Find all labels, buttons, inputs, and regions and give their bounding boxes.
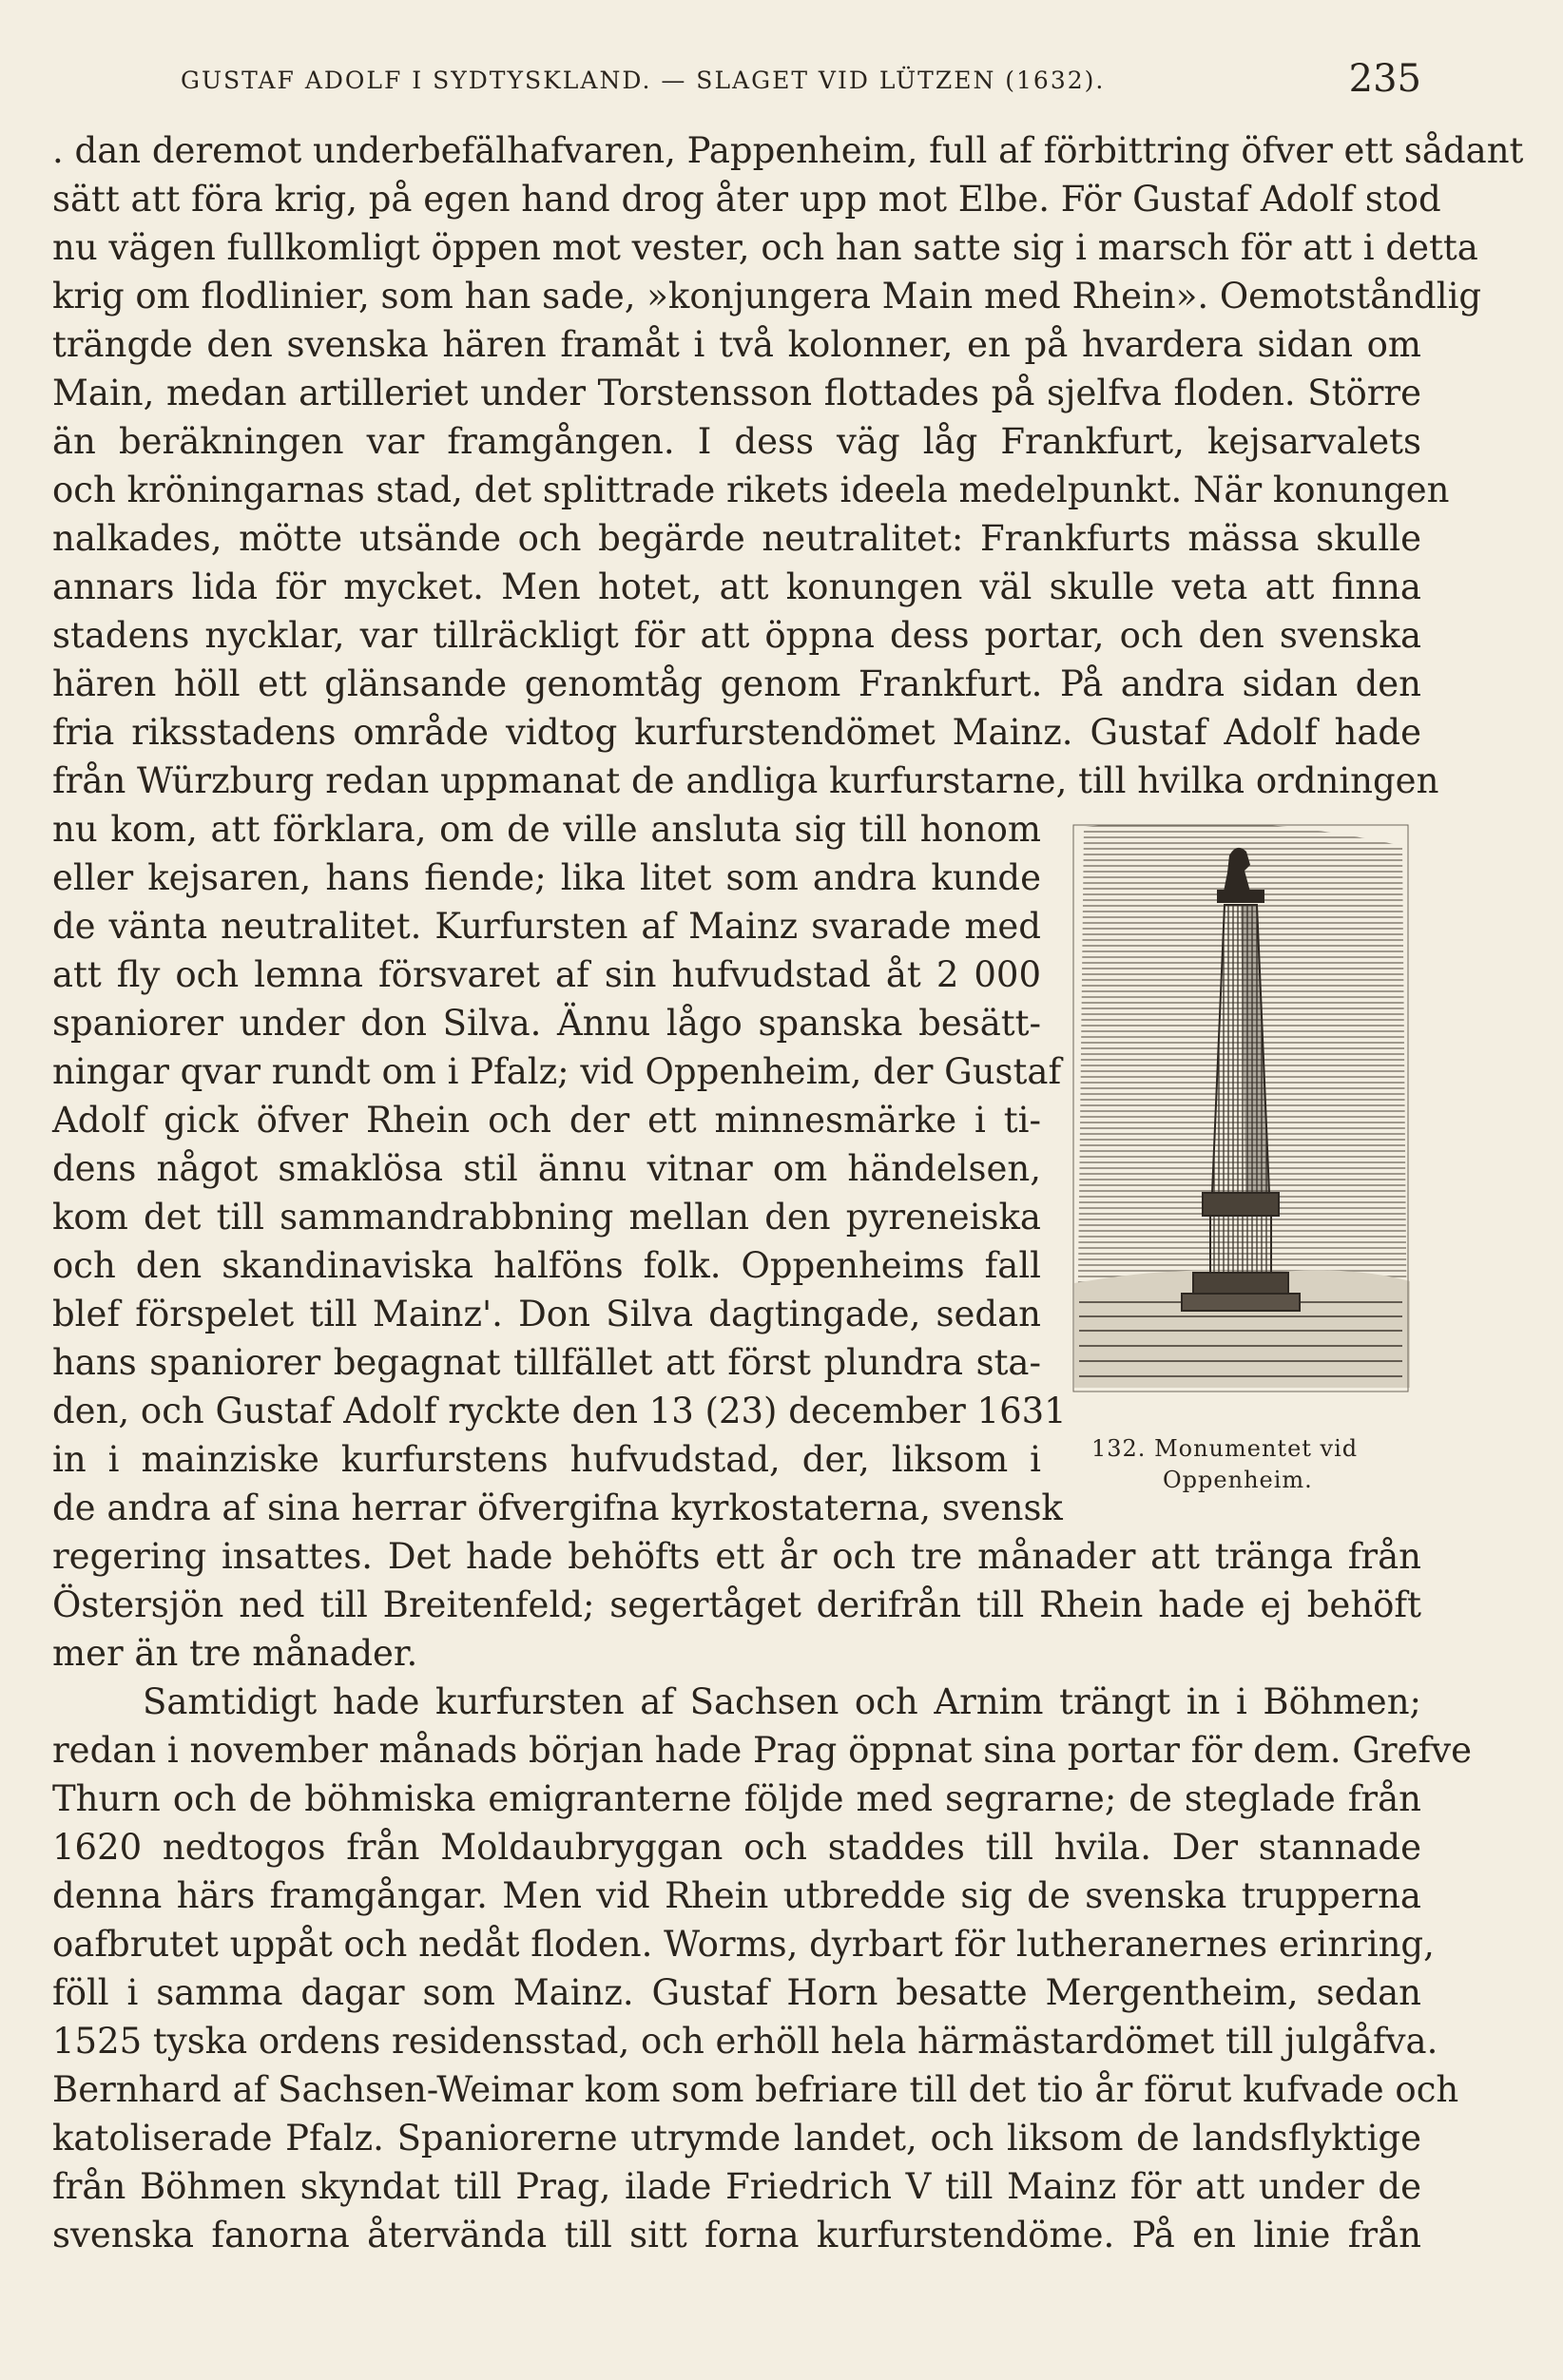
caption-line-2: Oppenheim. [1163, 1467, 1313, 1493]
body-line: från Würzburg redan uppmanat de andliga kurfurstarne, till hvilka ordningen [52, 760, 1439, 801]
body-line: mer än tre månader. [52, 1633, 418, 1674]
body-line: . dan deremot underbefälhafvaren, Pappenheim, full af förbittring öfver ett sådant [52, 130, 1524, 171]
body-line: denna härs framgångar. Men vid Rhein utbredde sig de svenska trupperna [52, 1875, 1421, 1916]
body-line: krig om flodlinier, som han sade, »konjungera Main med Rhein». Oemotståndlig [52, 276, 1482, 317]
body-line: hans spaniorer begagnat tillfället att först plundra sta- [52, 1342, 1041, 1383]
body-line: de vänta neutralitet. Kurfursten af Mainz svarade med [52, 906, 1041, 947]
body-line: regering insattes. Det hade behöfts ett år och tre månader att tränga från [52, 1536, 1421, 1577]
monument-engraving [1070, 817, 1412, 1407]
body-line: sätt att föra krig, på egen hand drog åter upp mot Elbe. För Gustaf Adolf stod [52, 179, 1441, 220]
body-line: den, och Gustaf Adolf ryckte den 13 (23) december 1631 [52, 1391, 1067, 1431]
body-line: 1620 nedtogos från Moldaubryggan och staddes till hvila. Der stannade [52, 1827, 1421, 1868]
body-line: Adolf gick öfver Rhein och der ett minnesmärke i ti- [52, 1100, 1041, 1141]
running-head [181, 57, 1421, 105]
body-line: annars lida för mycket. Men hotet, att konungen väl skulle veta att finna [52, 566, 1421, 607]
body-line: och den skandinaviska halföns folk. Oppenheims fall [52, 1245, 1041, 1286]
body-line: nalkades, mötte utsände och begärde neutralitet: Frankfurts mässa skulle [52, 518, 1421, 559]
body-line: att fly och lemna försvaret af sin hufvudstad åt 2 000 [52, 954, 1041, 995]
body-line: nu kom, att förklara, om de ville ansluta sig till honom [52, 809, 1041, 850]
body-line: Main, medan artilleriet under Torstensson flottades på sjelfva floden. Större [52, 373, 1421, 413]
body-line: och kröningarnas stad, det splittrade rikets ideela medelpunkt. När konungen [52, 470, 1450, 510]
body-line: föll i samma dagar som Mainz. Gustaf Horn besatte Mergentheim, sedan [52, 1972, 1421, 2013]
body-line: spaniorer under don Silva. Ännu lågo spanska besätt- [52, 1003, 1041, 1044]
body-line: nu vägen fullkomligt öppen mot vester, och han satte sig i marsch för att i detta [52, 227, 1478, 268]
body-line: eller kejsaren, hans fiende; lika litet som andra kunde [52, 857, 1041, 898]
running-title: GUSTAF ADOLF I SYDTYSKLAND. — SLAGET VID LÜTZEN (1632). [181, 67, 1106, 94]
body-line: Thurn och de böhmiska emigranterne följde med segrarne; de steglade från [52, 1778, 1421, 1819]
body-line: trängde den svenska hären framåt i två kolonner, en på hvardera sidan om [52, 324, 1421, 365]
caption-line-1: 132. Monumentet vid [1091, 1435, 1359, 1462]
body-line: Östersjön ned till Breitenfeld; segertåget derifrån till Rhein hade ej behöft [52, 1584, 1421, 1625]
body-line: 1525 tyska ordens residensstad, och erhöll hela härmästardömet till julgåfva. [52, 2021, 1438, 2062]
body-line: Samtidigt hade kurfursten af Sachsen och Arnim trängt in i Böhmen; [143, 1681, 1421, 1722]
body-line: blef förspelet till Mainz'. Don Silva dagtingade, sedan [52, 1294, 1041, 1334]
body-line: kom det till sammandrabbning mellan den pyreneiska [52, 1197, 1041, 1238]
body-line: redan i november månads början hade Prag öppnat sina portar för dem. Grefve [52, 1730, 1472, 1771]
body-line: svenska fanorna återvända till sitt forna kurfurstendöme. På en linie från [52, 2215, 1421, 2255]
body-line: än beräkningen var framgången. I dess väg låg Frankfurt, kejsarvalets [52, 421, 1421, 462]
body-line: katoliserade Pfalz. Spaniorerne utrymde landet, och liksom de landsflyktige [52, 2118, 1421, 2159]
page-number: 235 [1348, 57, 1421, 101]
body-line: stadens nycklar, var tillräckligt för att öppna dess portar, och den svenska [52, 615, 1421, 656]
body-line: dens något smaklösa stil ännu vitnar om händelsen, [52, 1148, 1041, 1189]
body-line: hären höll ett glänsande genomtåg genom Frankfurt. På andra sidan den [52, 663, 1421, 704]
body-line: oafbrutet uppåt och nedåt floden. Worms, dyrbart för lutheranernes erinring, [52, 1924, 1435, 1965]
body-line: från Böhmen skyndat till Prag, ilade Friedrich V till Mainz för att under de [52, 2166, 1421, 2207]
body-line: ningar qvar rundt om i Pfalz; vid Oppenheim, der Gustaf [52, 1051, 1062, 1092]
figure-monument [1070, 817, 1412, 1493]
body-line: in i mainziske kurfurstens hufvudstad, der, liksom i [52, 1439, 1041, 1480]
body-line: Bernhard af Sachsen-Weimar kom som befriare till det tio år förut kufvade och [52, 2069, 1459, 2110]
body-line: fria riksstadens område vidtog kurfurstendömet Mainz. Gustaf Adolf hade [52, 712, 1421, 753]
body-line: de andra af sina herrar öfvergifna kyrkostaterna, svensk [52, 1488, 1063, 1528]
